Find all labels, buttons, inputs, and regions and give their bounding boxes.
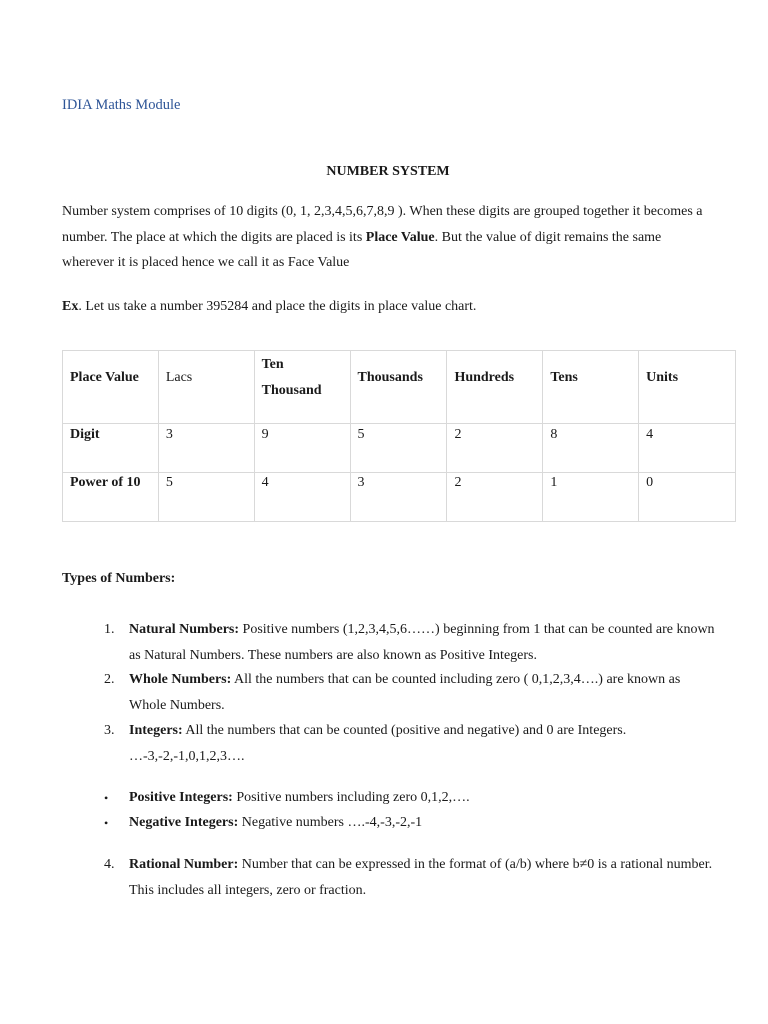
table-cell: 3 xyxy=(158,424,254,473)
table-cell: 4 xyxy=(254,473,350,522)
document-header: IDIA Maths Module xyxy=(62,97,181,113)
example-text: . Let us take a number 395284 and place the digits in place value chart. xyxy=(78,299,477,314)
intro-text-1: Number system comprises of 10 digits (0, 1, 2,3,4,5,6,7,8,9 ). When these digits are grouped together it becomes a number. The place at which the digits are placed is its xyxy=(62,204,703,245)
list-desc: Positive numbers (1,2,3,4,5,6……) beginning from 1 that can be counted are known as Natural Numbers. These numbers are also known as Positive Integers. xyxy=(129,622,715,663)
intro-bold-place-value: Place Value xyxy=(365,229,435,245)
table-header-cell: Tens xyxy=(543,351,639,424)
list-term: Whole Numbers: xyxy=(129,672,232,687)
table-cell: 5 xyxy=(350,424,447,473)
bullet-term: Positive Integers: xyxy=(129,790,233,805)
example-line xyxy=(62,299,476,315)
list-desc: All the numbers that can be counted (positive and negative) and 0 are Integers. …-3,-2,-1,0,1,2,3…. xyxy=(129,723,627,764)
list-term: Natural Numbers: xyxy=(129,622,240,637)
table-cell: Digit xyxy=(63,424,159,473)
bullet-icon: • xyxy=(104,816,109,830)
list-item xyxy=(104,667,716,718)
table-header-cell: Lacs xyxy=(158,351,254,424)
list-item xyxy=(104,852,716,903)
bullet-icon: • xyxy=(104,791,109,805)
bullet-item xyxy=(104,811,716,835)
list-desc: Number that can be expressed in the format of (a/b) where b≠0 is a rational number. This includes all integers, zero or fraction. xyxy=(129,857,713,898)
table-row xyxy=(63,473,736,522)
table-cell: 5 xyxy=(158,473,254,522)
list-number: 2. xyxy=(104,672,115,687)
bullet-desc: Negative numbers ….-4,-3,-2,-1 xyxy=(238,815,423,830)
table-header-cell: Thousands xyxy=(350,351,447,424)
table-header-cell: Hundreds xyxy=(447,351,543,424)
example-label: Ex xyxy=(62,299,79,314)
list-item xyxy=(104,718,716,769)
list-desc: All the numbers that can be counted including zero ( 0,1,2,3,4….) are known as Whole Numbers. xyxy=(129,672,681,713)
table-header-cell: Ten Thousand xyxy=(254,351,350,424)
bullet-desc: Positive numbers including zero 0,1,2,…. xyxy=(232,790,470,805)
table-cell: 2 xyxy=(447,473,543,522)
bullet-item xyxy=(104,786,716,810)
table-cell: 0 xyxy=(639,473,736,522)
table-header-cell: Units xyxy=(639,351,736,424)
list-number: 1. xyxy=(104,622,115,637)
types-heading: Types of Numbers: xyxy=(62,571,176,586)
table-cell: 1 xyxy=(543,473,639,522)
table-cell: 9 xyxy=(254,424,350,473)
table-cell: 4 xyxy=(639,424,736,473)
table-cell: Power of 10 xyxy=(63,473,159,522)
place-value-table xyxy=(62,350,736,522)
table-cell: 8 xyxy=(543,424,639,473)
intro-text-2: . But the value of digit remains the same wherever it is placed hence we call it as Face Value xyxy=(62,229,662,270)
table-cell: 3 xyxy=(350,473,447,522)
list-number: 3. xyxy=(104,723,115,738)
list-item xyxy=(104,617,716,668)
table-header-row xyxy=(63,351,736,424)
bullet-term: Negative Integers: xyxy=(129,815,239,830)
table-cell: 2 xyxy=(447,424,543,473)
list-term: Rational Number: xyxy=(129,857,239,872)
page-title: NUMBER SYSTEM xyxy=(326,164,450,179)
list-number: 4. xyxy=(104,857,115,872)
list-term: Integers: xyxy=(129,723,183,738)
table-row xyxy=(63,424,736,473)
intro-paragraph xyxy=(62,199,712,276)
table-header-cell: Place Value xyxy=(63,351,159,424)
